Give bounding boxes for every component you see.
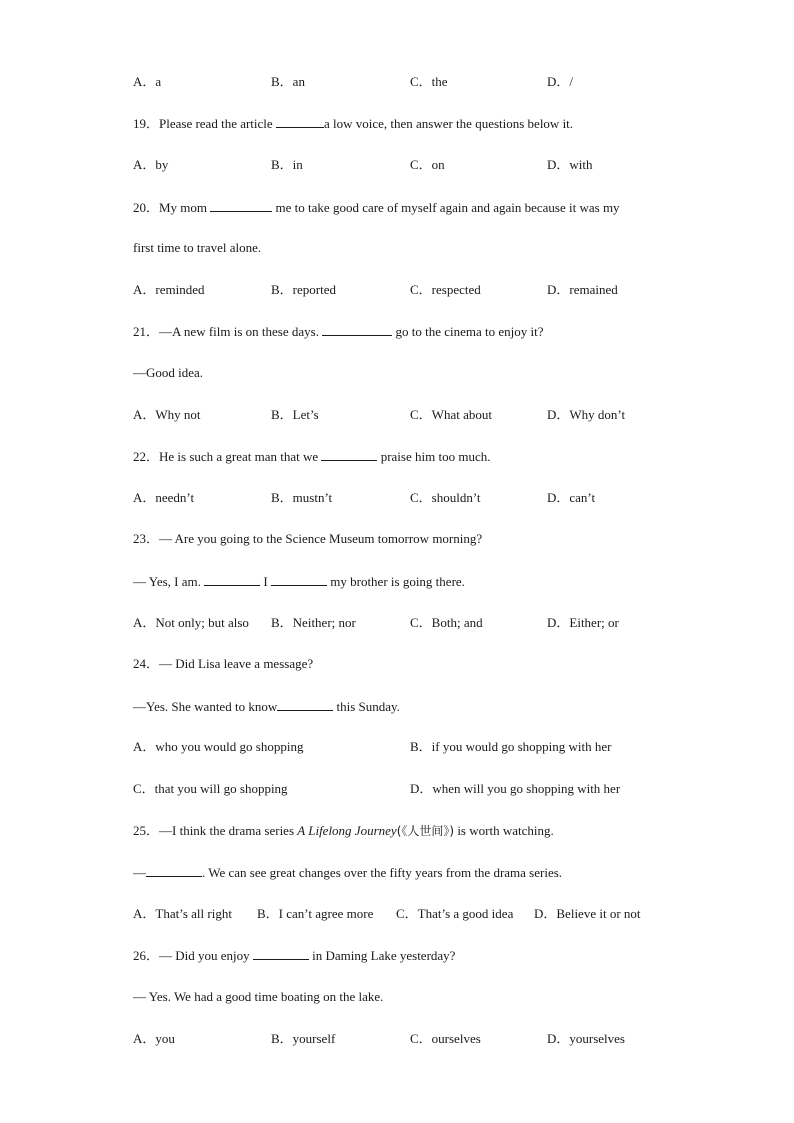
answer-blank [146, 864, 202, 877]
option-c: C．on [410, 157, 445, 172]
option-b: B．Neither; nor [271, 615, 356, 630]
option-c: C．the [410, 74, 448, 89]
question-20-stem [133, 199, 620, 216]
stem-text: is worth watching. [454, 823, 554, 838]
answer-blank [271, 573, 327, 586]
answer-blank [210, 199, 272, 212]
question-23-stem: 23．— Are you going to the Science Museum tomorrow morning? [133, 531, 483, 546]
stem-text: praise him too much. [377, 449, 491, 464]
option-a: A．you [133, 1031, 175, 1046]
option-b: B．if you would go shopping with her [410, 739, 612, 754]
option-a: A．Why not [133, 407, 201, 422]
option-a: A．who you would go shopping [133, 739, 304, 754]
question-25-stem [133, 823, 554, 839]
option-b: B．mustn’t [271, 490, 333, 505]
question-24-reply [133, 698, 400, 715]
option-c: C．that you will go shopping [133, 781, 288, 796]
answer-blank [322, 323, 392, 336]
option-b: B．yourself [271, 1031, 336, 1046]
question-22-stem [133, 448, 490, 465]
option-d: D．when will you go shopping with her [410, 781, 621, 796]
stem-text: 25．—I think the drama series [133, 823, 298, 838]
question-23-reply [133, 573, 465, 590]
stem-text: 20．My mom [133, 200, 211, 215]
question-25-reply [133, 864, 562, 881]
answer-blank [321, 448, 377, 461]
option-d: D．Why don’t [547, 407, 626, 422]
stem-text: my brother is going there. [327, 574, 465, 589]
question-26-stem [133, 947, 455, 964]
option-b: B．an [271, 74, 305, 89]
answer-blank [204, 573, 260, 586]
option-c: C．ourselves [410, 1031, 481, 1046]
option-c: C．respected [410, 282, 481, 297]
stem-text: a low voice, then answer the questions below it. [323, 116, 574, 131]
option-a: A．by [133, 157, 169, 172]
option-a: A．Not only; but also [133, 615, 249, 630]
stem-text: this Sunday. [333, 699, 400, 714]
option-c: C．Both; and [410, 615, 483, 630]
stem-text: . We can see great changes over the fifty years from the drama series. [202, 865, 563, 880]
stem-text: go to the cinema to enjoy it? [392, 324, 544, 339]
option-d: D．yourselves [547, 1031, 625, 1046]
option-b: B．in [271, 157, 303, 172]
option-d: D．/ [547, 74, 574, 89]
question-19-stem [133, 115, 573, 132]
answer-blank [277, 698, 333, 711]
question-26-reply: — Yes. We had a good time boating on the lake. [133, 989, 384, 1004]
option-a: A．reminded [133, 282, 205, 297]
option-c: C．What about [410, 407, 492, 422]
option-c: C．shouldn’t [410, 490, 481, 505]
question-20-stem-line2: first time to travel alone. [133, 240, 262, 255]
question-21-stem [133, 323, 543, 340]
question-24-stem: 24．— Did Lisa leave a message? [133, 656, 314, 671]
question-21-reply: —Good idea. [133, 365, 204, 380]
option-a: A．a [133, 74, 162, 89]
option-a: A．That’s all right [133, 906, 232, 921]
stem-text: in Daming Lake yesterday? [308, 948, 456, 963]
option-d: D．Believe it or not [534, 906, 641, 921]
stem-text: 22．He is such a great man that we [133, 449, 322, 464]
drama-title: A Lifelong Journey [297, 823, 397, 838]
stem-text: — Yes, I am. [133, 574, 205, 589]
stem-text: —Yes. She wanted to know [133, 699, 278, 714]
stem-text: I [260, 574, 271, 589]
stem-text: — [133, 865, 146, 880]
stem-text: 19．Please read the article [133, 116, 276, 131]
option-d: D．with [547, 157, 593, 172]
answer-blank [253, 947, 309, 960]
option-c: C．That’s a good idea [396, 906, 514, 921]
stem-text: 26．— Did you enjoy [133, 948, 253, 963]
option-b: B．reported [271, 282, 336, 297]
option-d: D．remained [547, 282, 618, 297]
drama-title-chinese: (《人世间》) [396, 824, 455, 838]
option-d: D．Either; or [547, 615, 619, 630]
stem-text: 21．—A new film is on these days. [133, 324, 323, 339]
stem-text: me to take good care of myself again and again because it was my [272, 200, 620, 215]
answer-blank [276, 115, 324, 128]
option-d: D．can’t [547, 490, 596, 505]
option-a: A．needn’t [133, 490, 195, 505]
option-b: B．Let’s [271, 407, 319, 422]
option-b: B．I can’t agree more [257, 906, 374, 921]
